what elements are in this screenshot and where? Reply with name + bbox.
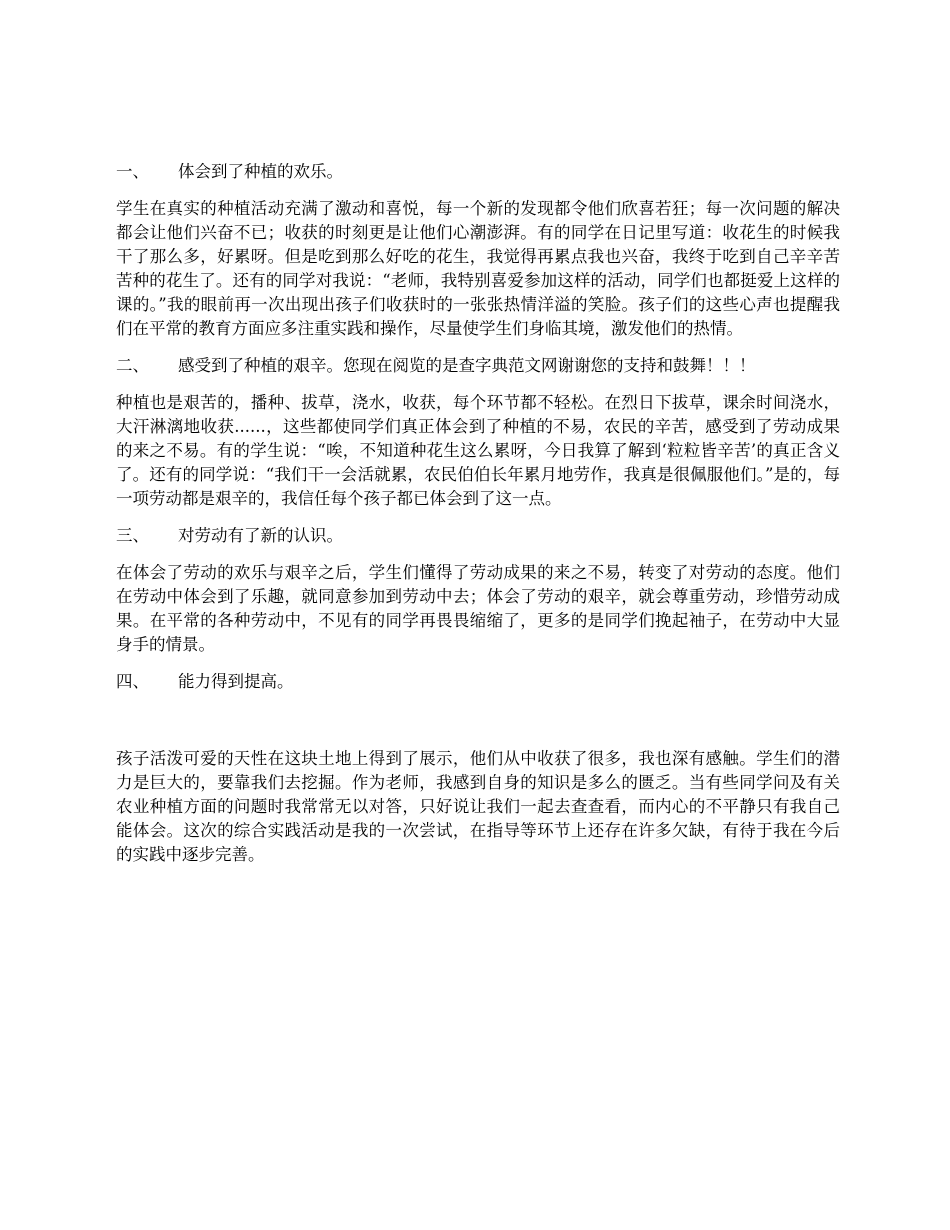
section-3-heading bbox=[116, 524, 840, 548]
section-1-heading bbox=[116, 160, 840, 184]
section-4-number: 四、 bbox=[116, 672, 149, 691]
section-1-title: 体会到了种植的欢乐。 bbox=[178, 162, 343, 181]
document-page bbox=[116, 160, 840, 880]
section-3-body: 在体会了劳动的欢乐与艰辛之后，学生们懂得了劳动成果的来之不易，转变了对劳动的态度。他们在劳动中体会到了乐趣，就同意参加到劳动中去；体会了劳动的艰辛，就会尊重劳动，珍惜劳动成果。在平常的各种劳动中，不见有的同学再畏畏缩缩了，更多的是同学们挽起袖子，在劳动中大显身手的情景。 bbox=[116, 563, 840, 654]
closing-paragraph: 孩子活泼可爱的天性在这块土地上得到了展示，他们从中收获了很多，我也深有感触。学生们的潜力是巨大的，要靠我们去挖掘。作为老师，我感到自身的知识是多么的匮乏。当有些同学问及有关农业种植方面的问题时我常常无以对答，只好说让我们一起去查查看，而内心的不平静只有我自己能体会。这次的综合实践活动是我的一次尝试，在指导等环节上还存在许多欠缺，有待于我在今后的实践中逐步完善。 bbox=[116, 749, 840, 864]
section-3-title: 对劳动有了新的认识。 bbox=[178, 526, 343, 545]
section-3-number: 三、 bbox=[116, 526, 149, 545]
section-4-title: 能力得到提高。 bbox=[178, 672, 294, 691]
section-2-title: 感受到了种植的艰辛。您现在阅览的是查字典范文网谢谢您的支持和鼓舞！！！ bbox=[178, 356, 756, 375]
section-1-body: 学生在真实的种植活动充满了激动和喜悦，每一个新的发现都令他们欣喜若狂；每一次问题的解决都会让他们兴奋不已；收获的时刻更是让他们心潮澎湃。有的同学在日记里写道：收花生的时候我干了那么多，好累呀。但是吃到那么好吃的花生，我觉得再累点我也兴奋，我终于吃到自己辛辛苦苦种的花生了。还有的同学对我说：“老师，我特别喜爱参加这样的活动，同学们也都挺爱上这样的课的。”我的眼前再一次出现出孩子们收获时的一张张热情洋溢的笑脸。孩子们的这些心声也提醒我们在平常的教育方面应多注重实践和操作，尽量使学生们身临其境，激发他们的热情。 bbox=[116, 199, 840, 338]
section-1-number: 一、 bbox=[116, 162, 149, 181]
blank-spacer bbox=[116, 707, 840, 747]
section-4-heading bbox=[116, 670, 840, 694]
section-2-heading bbox=[116, 354, 840, 378]
section-2-body: 种植也是艰苦的，播种、拔草，浇水，收获，每个环节都不轻松。在烈日下拔草，课余时间浇水，大汗淋漓地收获......，这些都使同学们真正体会到了种植的不易，农民的辛苦，感受到了劳动成果的来之不易。有的学生说：“唉，不知道种花生这么累呀，今日我算了解到‘粒粒皆辛苦’的真正含义了。还有的同学说：“我们干一会活就累，农民伯伯长年累月地劳作，我真是很佩服他们。”是的，每一项劳动都是艰辛的，我信任每个孩子都已体会到了这一点。 bbox=[116, 393, 840, 508]
section-2-number: 二、 bbox=[116, 356, 149, 375]
